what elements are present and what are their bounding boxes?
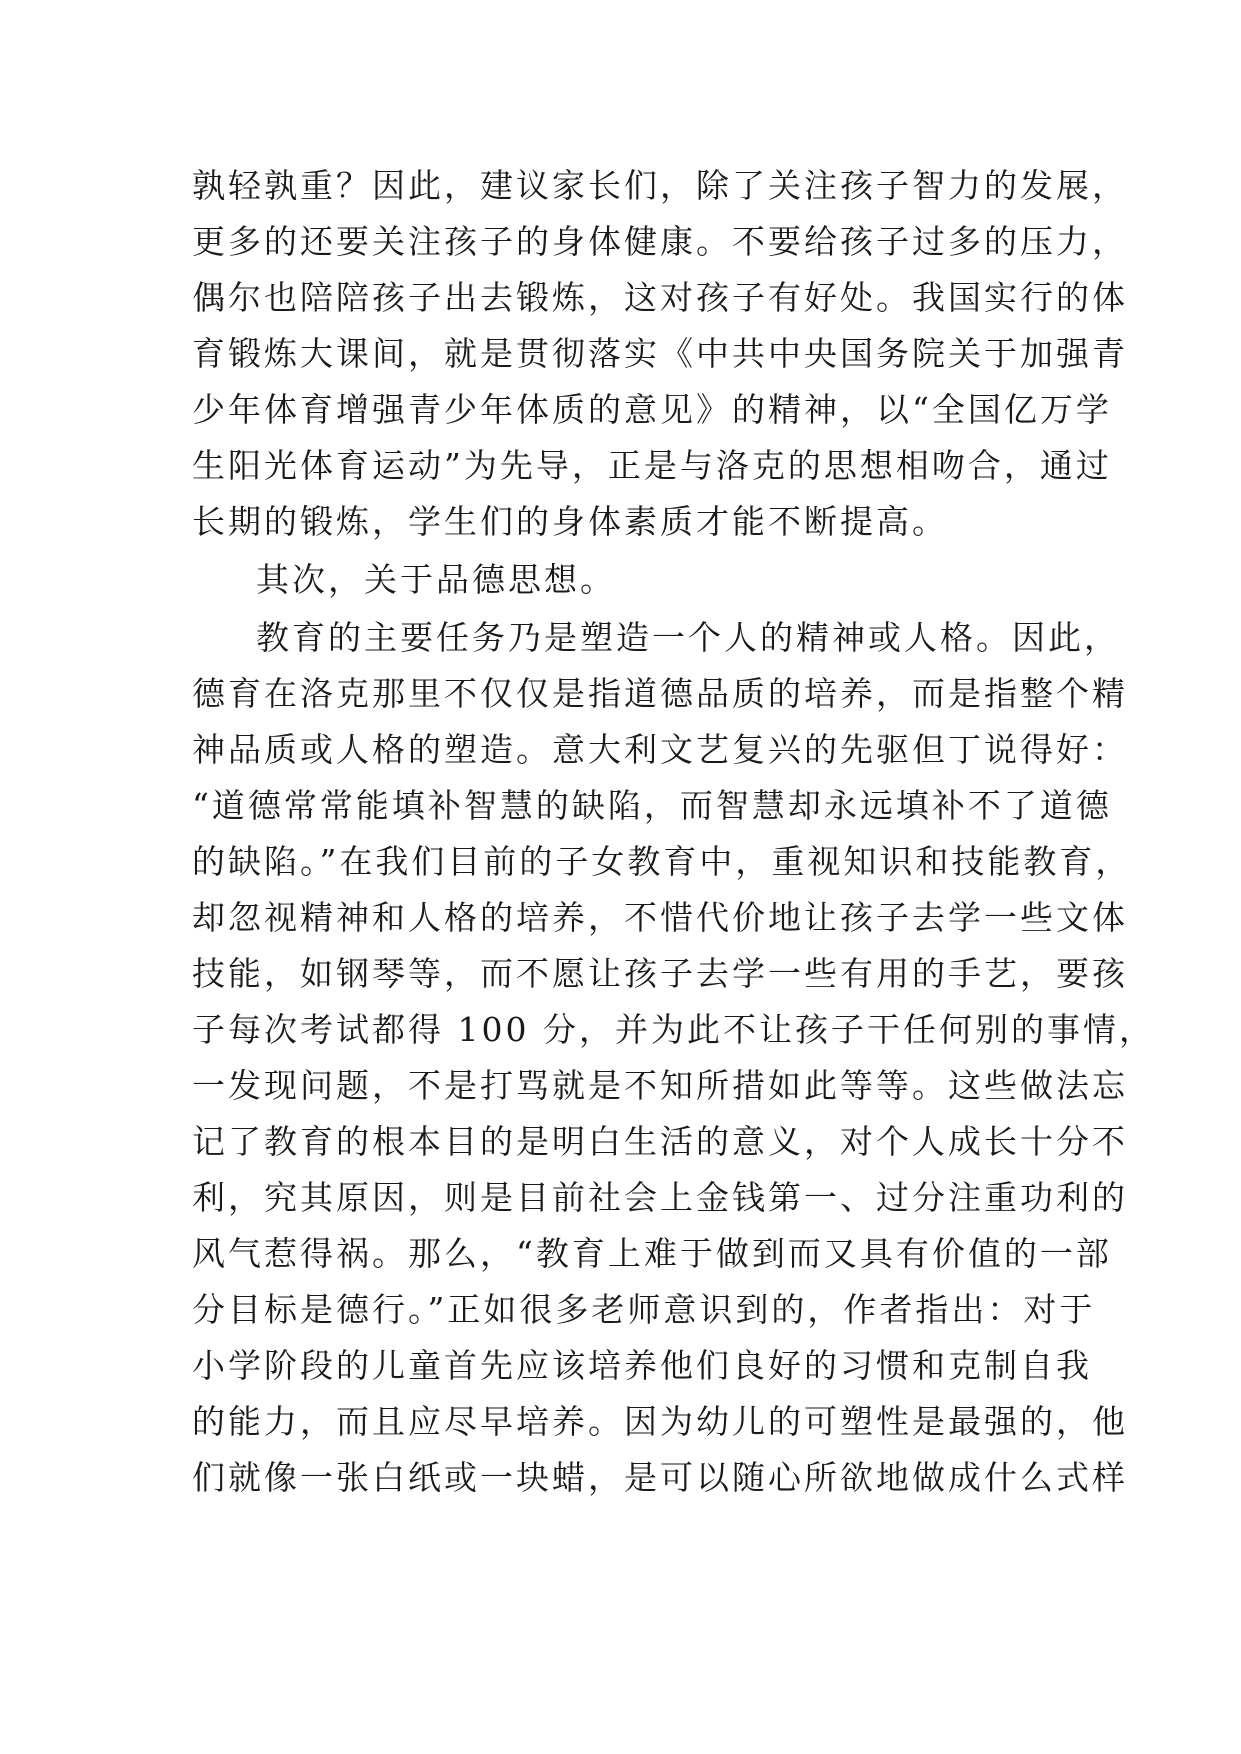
text-line: 技能，如钢琴等，而不愿让孩子去学一些有用的手艺，要孩: [192, 954, 1128, 993]
text-line: 的缺陷。”在我们目前的子女教育中，重视知识和技能教育，: [192, 842, 1132, 881]
text-line: 利，究其原因，则是目前社会上金钱第一、过分注重功利的: [192, 1178, 1128, 1217]
text-line: 子每次考试都得 100 分，并为此不让孩子干任何别的事情，: [192, 1010, 1155, 1049]
text-line: 们就像一张白纸或一块蜡，是可以随心所欲地做成什么式样: [192, 1458, 1128, 1497]
text-line: 记了教育的根本目的是明白生活的意义，对个人成长十分不: [192, 1122, 1128, 1161]
paragraph-physical-health: [192, 158, 1128, 550]
text-line: 少年体育增强青少年体质的意见》的精神，以“全国亿万学: [192, 390, 1112, 429]
text-line: 却忽视精神和人格的培养，不惜代价地让孩子去学一些文体: [192, 898, 1128, 937]
text-line: 长期的锻炼，学生们的身体素质才能不断提高。: [192, 502, 948, 541]
paragraph-moral-heading: [192, 552, 1072, 608]
text-line: 其次，关于品德思想。: [256, 560, 616, 599]
body-text: [192, 158, 1155, 1506]
text-line: 分目标是德行。”正如很多老师意识到的，作者指出：对于: [192, 1290, 1096, 1329]
text-line: 孰轻孰重？因此，建议家长们，除了关注孩子智力的发展，: [192, 166, 1128, 205]
text-line: 的能力，而且应尽早培养。因为幼儿的可塑性是最强的，他: [192, 1402, 1128, 1441]
text-line: “道德常常能填补智慧的缺陷，而智慧却永远填补不了道德: [192, 786, 1112, 825]
text-line: 教育的主要任务乃是塑造一个人的精神或人格。因此，: [256, 618, 1120, 657]
text-line: 育锻炼大课间，就是贯彻落实《中共中央国务院关于加强青: [192, 334, 1128, 373]
text-line: 德育在洛克那里不仅仅是指道德品质的培养，而是指整个精: [192, 674, 1128, 713]
text-line: 生阳光体育运动”为先导，正是与洛克的思想相吻合，通过: [192, 446, 1112, 485]
text-line: 风气惹得祸。那么，“教育上难于做到而又具有价值的一部: [192, 1234, 1112, 1273]
text-line: 神品质或人格的塑造。意大利文艺复兴的先驱但丁说得好：: [192, 730, 1128, 769]
text-line: 小学阶段的儿童首先应该培养他们良好的习惯和克制自我: [192, 1346, 1092, 1385]
text-line: 一发现问题，不是打骂就是不知所措如此等等。这些做法忘: [192, 1066, 1128, 1105]
paragraph-moral-education: [192, 610, 1155, 1506]
text-line: 偶尔也陪陪孩子出去锻炼，这对孩子有好处。我国实行的体: [192, 278, 1128, 317]
text-line: 更多的还要关注孩子的身体健康。不要给孩子过多的压力，: [192, 222, 1128, 261]
